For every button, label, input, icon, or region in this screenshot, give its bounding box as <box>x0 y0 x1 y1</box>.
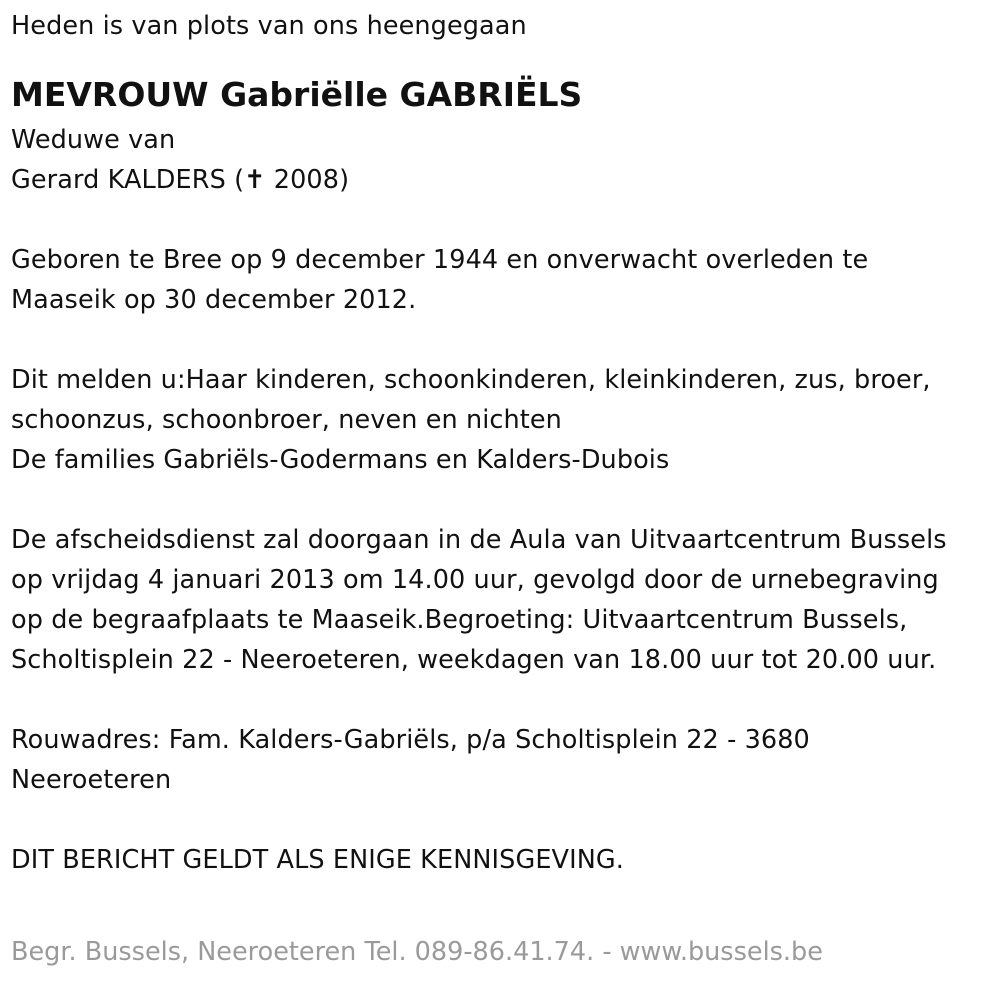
service-line: op vrijdag 4 januari 2013 om 14.00 uur, gevolgd door de urnebegraving <box>11 565 939 595</box>
spacer <box>11 680 1000 720</box>
address-line: Neeroeteren <box>11 765 172 795</box>
intro-text: Heden is van plots van ons heengegaan <box>11 11 527 41</box>
official-notice: DIT BERICHT GELDT ALS ENIGE KENNISGEVING. <box>11 845 624 875</box>
service-line: op de begraafplaats te Maaseik.Begroeting: Uitvaartcentrum Bussels, <box>11 605 908 635</box>
birth-death-line: Geboren te Bree op 9 december 1944 en onverwacht overleden te <box>11 245 869 275</box>
spacer <box>11 200 1000 240</box>
spacer <box>11 800 1000 840</box>
announcers-line: schoonzus, schoonbroer, neven en nichten <box>11 405 562 435</box>
service-line: De afscheidsdienst zal doorgaan in de Aula van Uitvaartcentrum Bussels <box>11 525 947 555</box>
service-line: Scholtisplein 22 - Neeroeteren, weekdagen van 18.00 uur tot 20.00 uur. <box>11 645 937 675</box>
birth-death-line: Maaseik op 30 december 2012. <box>11 285 417 315</box>
address-line: Rouwadres: Fam. Kalders-Gabriëls, p/a Scholtisplein 22 - 3680 <box>11 725 810 755</box>
announcers-line: Dit melden u:Haar kinderen, schoonkinderen, kleinkinderen, zus, broer, <box>11 365 931 395</box>
announcers-line: De families Gabriëls-Godermans en Kalders-Dubois <box>11 445 670 475</box>
widow-label: Weduwe van <box>11 125 176 155</box>
spacer <box>11 480 1000 520</box>
spouse-name: Gerard KALDERS (✝ 2008) <box>11 165 350 195</box>
funeral-home-footer: Begr. Bussels, Neeroeteren Tel. 089-86.41.74. - www.bussels.be <box>11 937 823 967</box>
spacer <box>11 320 1000 360</box>
deceased-name: MEVROUW Gabriëlle GABRIËLS <box>11 75 583 114</box>
